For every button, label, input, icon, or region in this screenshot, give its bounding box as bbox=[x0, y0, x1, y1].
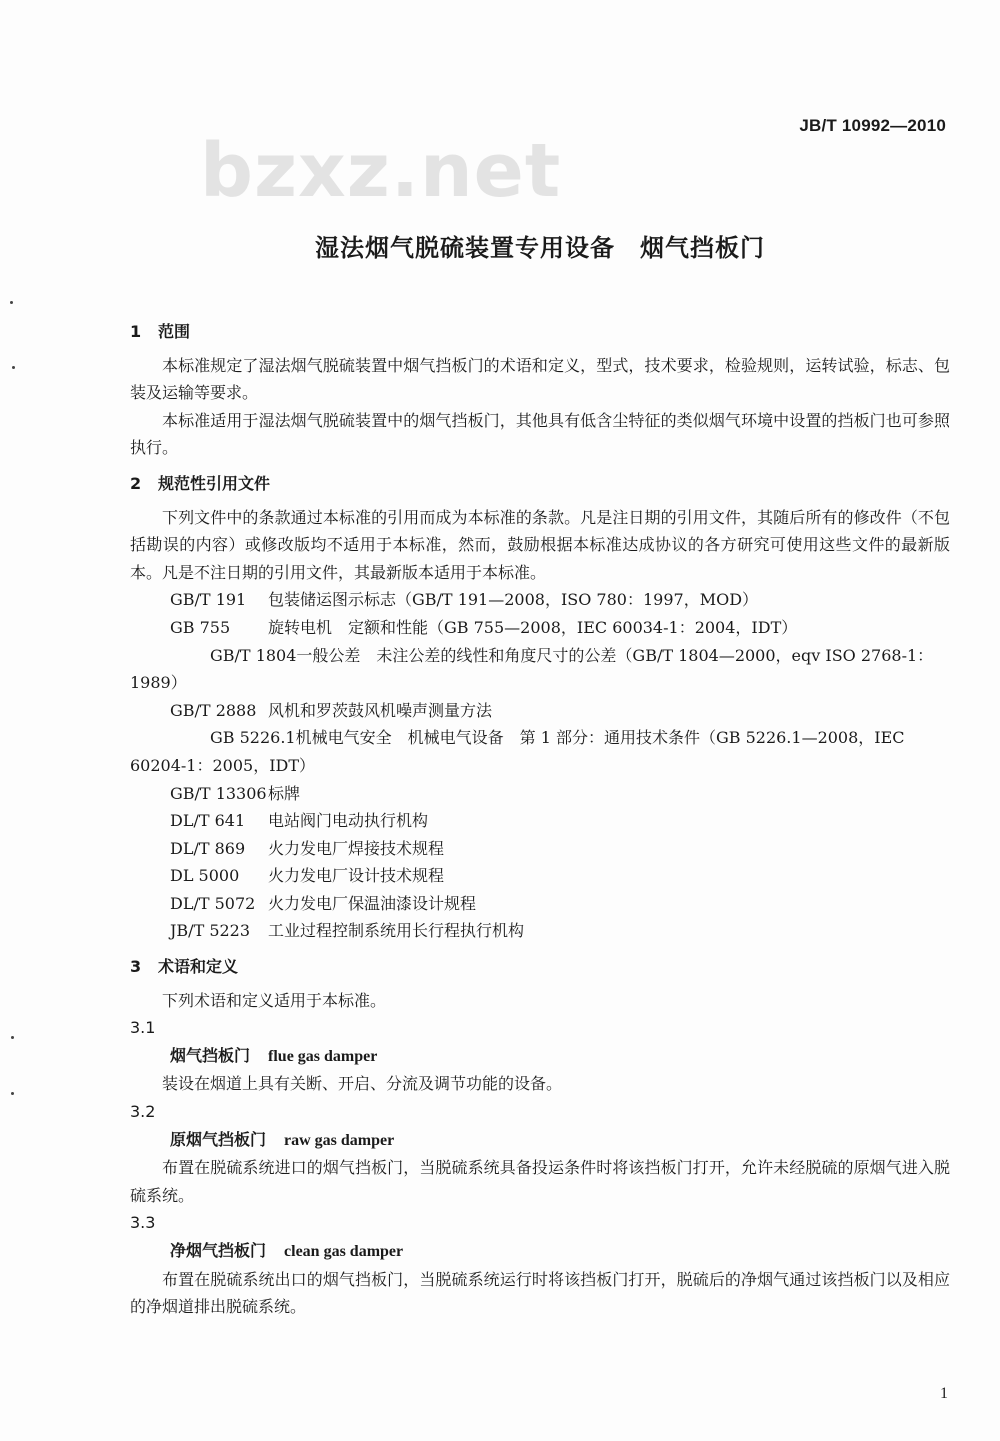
scan-speck bbox=[11, 1092, 14, 1095]
section-number: 1 bbox=[130, 322, 142, 341]
reference-code: JB/T 5223 bbox=[170, 921, 251, 941]
reference-title: 火力发电厂保温油漆设计规程 bbox=[268, 893, 477, 913]
standard-code: JB/T 10992—2010 bbox=[799, 116, 946, 135]
term-heading bbox=[130, 1237, 950, 1266]
term-entry bbox=[130, 1098, 950, 1209]
section-title: 规范性引用文件 bbox=[158, 473, 271, 493]
section-number: 3 bbox=[130, 957, 142, 977]
reference-item bbox=[130, 614, 950, 642]
scan-speck bbox=[10, 301, 13, 304]
term-chinese: 净烟气挡板门 bbox=[170, 1241, 267, 1260]
document-body bbox=[130, 318, 950, 1321]
reference-title: 旋转电机 定额和性能（GB 755—2008，IEC 60034-1：2004，IDT） bbox=[268, 617, 798, 637]
term-heading bbox=[130, 1042, 950, 1071]
reference-item bbox=[130, 862, 950, 890]
reference-code: DL/T 641 bbox=[170, 811, 246, 831]
term-entry bbox=[130, 1209, 950, 1320]
reference-title: 电站阀门电动执行机构 bbox=[268, 811, 429, 831]
reference-item bbox=[130, 807, 950, 835]
term-chinese: 烟气挡板门 bbox=[170, 1045, 251, 1065]
reference-title: 风机和罗茨鼓风机噪声测量方法 bbox=[268, 700, 493, 720]
document-title: 湿法烟气脱硫装置专用设备 烟气挡板门 bbox=[315, 234, 765, 262]
reference-code: DL/T 869 bbox=[170, 838, 246, 858]
term-entry bbox=[130, 1014, 950, 1098]
reference-item bbox=[130, 890, 950, 918]
section-heading bbox=[130, 318, 950, 346]
paragraph: 下列文件中的条款通过本标准的引用而成为本标准的条款。凡是注日期的引用文件，其随后所有的修改件（不包括勘误的内容）或修改版均不适用于本标准，然而，鼓励根据本标准达成协议的各方研究可使用这些文件的最新版本。凡是不注日期的引用文件，其最新版本适用于本标准。 bbox=[130, 507, 950, 582]
reference-code: DL 5000 bbox=[170, 866, 240, 886]
term-number: 3.2 bbox=[130, 1102, 156, 1122]
reference-item bbox=[130, 780, 950, 808]
term-heading bbox=[130, 1126, 950, 1155]
term-number: 3.3 bbox=[130, 1213, 156, 1233]
paragraph: 下列术语和定义适用于本标准。 bbox=[162, 990, 387, 1010]
reference-title: 包装储运图示标志（GB/T 191—2008，ISO 780：1997，MOD） bbox=[268, 590, 759, 610]
page-number: 1 bbox=[940, 1385, 948, 1402]
term-english: flue gas damper bbox=[268, 1047, 378, 1065]
watermark: bzxz.net bbox=[200, 128, 562, 214]
term-english: clean gas damper bbox=[284, 1243, 404, 1260]
reference-item bbox=[130, 642, 950, 697]
reference-code: DL/T 5072 bbox=[170, 893, 256, 913]
section-number: 2 bbox=[130, 473, 142, 493]
reference-code: GB 5226.1 bbox=[210, 728, 296, 748]
scan-speck bbox=[11, 1036, 14, 1039]
term-definition: 布置在脱硫系统进口的烟气挡板门，当脱硫系统具备投运条件时将该挡板门打开，允许未经脱硫的原烟气进入脱硫系统。 bbox=[130, 1158, 950, 1205]
reference-code: GB/T 13306 bbox=[170, 783, 267, 803]
reference-title: 机械电气安全 机械电气设备 第 1 部分：通用技术条件（GB 5226.1—2008，IEC 60204-1：2005，IDT） bbox=[130, 728, 905, 775]
reference-code: GB/T 1804 bbox=[210, 645, 297, 665]
reference-code: GB/T 2888 bbox=[170, 700, 257, 720]
term-english: raw gas damper bbox=[284, 1131, 395, 1149]
section-heading bbox=[130, 470, 950, 498]
reference-title: 标牌 bbox=[268, 783, 301, 803]
reference-title: 火力发电厂焊接技术规程 bbox=[268, 838, 445, 858]
reference-item bbox=[130, 586, 950, 614]
term-number: 3.1 bbox=[130, 1018, 156, 1038]
reference-item bbox=[130, 917, 950, 945]
reference-title: 工业过程控制系统用长行程执行机构 bbox=[268, 921, 525, 941]
paragraph: 本标准适用于湿法烟气脱硫装置中的烟气挡板门，其他具有低含尘特征的类似烟气环境中设置的挡板门也可参照执行。 bbox=[130, 410, 950, 458]
section-title: 术语和定义 bbox=[158, 957, 239, 977]
reference-item bbox=[130, 697, 950, 725]
section-heading bbox=[130, 953, 950, 981]
reference-title: 火力发电厂设计技术规程 bbox=[268, 866, 445, 886]
reference-code: GB/T 191 bbox=[170, 590, 247, 610]
term-definition: 布置在脱硫系统出口的烟气挡板门，当脱硫系统运行时将该挡板门打开，脱硫后的净烟气通过该挡板门以及相应的净烟道排出脱硫系统。 bbox=[130, 1269, 950, 1317]
reference-item bbox=[130, 724, 950, 779]
term-definition: 装设在烟道上具有关断、开启、分流及调节功能的设备。 bbox=[162, 1074, 563, 1094]
reference-code: GB 755 bbox=[170, 617, 231, 637]
reference-list bbox=[130, 586, 950, 945]
section-title: 范围 bbox=[158, 322, 191, 341]
reference-item bbox=[130, 835, 950, 863]
paragraph: 本标准规定了湿法烟气脱硫装置中烟气挡板门的术语和定义，型式，技术要求，检验规则，运转试验，标志、包装及运输等要求。 bbox=[130, 355, 950, 403]
term-chinese: 原烟气挡板门 bbox=[170, 1129, 267, 1149]
scan-speck bbox=[12, 366, 15, 369]
reference-title: 一般公差 未注公差的线性和角度尺寸的公差（GB/T 1804—2000，eqv ISO 2768-1：1989） bbox=[130, 645, 934, 693]
